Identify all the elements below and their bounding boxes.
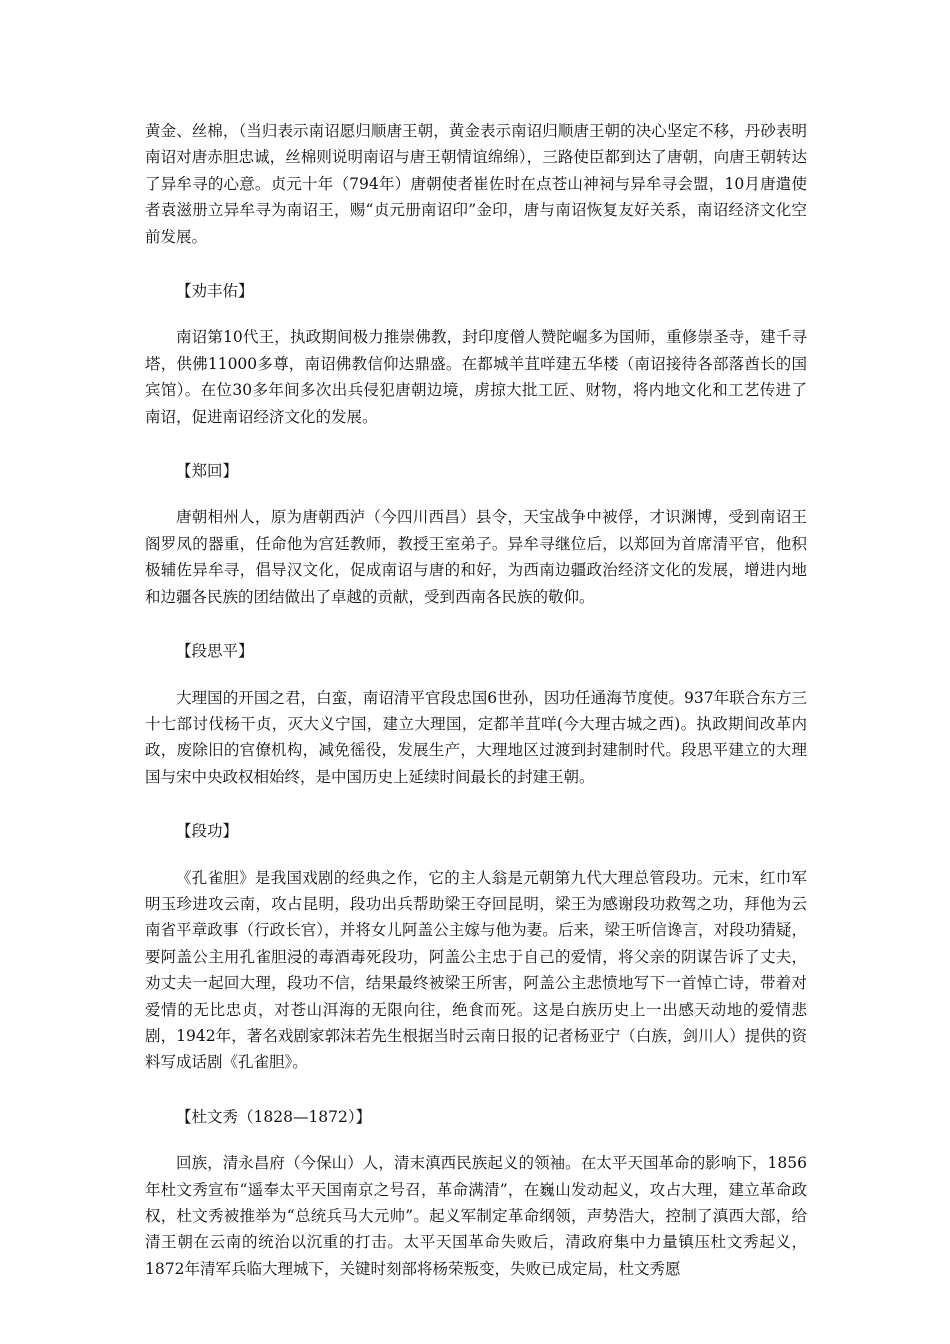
intro-paragraph: 黄金、丝棉，（当归表示南诏愿归顺唐王朝，黄金表示南诏归顺唐王朝的决心坚定不移，丹砂表明南诏对唐赤胆忠诚，丝棉则说明南诏与唐王朝情谊绵绵），三路使臣都到达了唐朝，向唐王朝转达了异牟寻的心意。贞元十年（794年）唐朝使者崔佐时在点苍山神祠与异牟寻会盟，10月唐遣使者袁滋册立异牟寻为南诏王，赐“贞元册南诏印”金印，唐与南诏恢复友好关系，南诏经济文化空前发展。 <box>145 122 807 246</box>
heading-zhenghui: 【郑回】 <box>176 462 239 481</box>
heading-duansiping: 【段思平】 <box>176 642 254 661</box>
paragraph-duwenxiu: 回族，清永昌府（今保山）人，清末滇西民族起义的领袖。在太平天国革命的影响下，1856年杜文秀宣布“遥奉太平天国南京之号召，革命满清”，在巍山发动起义，攻占大理，建立革命政权，杜文秀被推举为“总统兵马大元帅”。起义军制定革命纲领，声势浩大，控制了滇西大部，给清王朝在云南的统治以沉重的打击。太平天国革命失败后，清政府集中力量镇压杜文秀起义，1872年清军兵临大理城下，关键时刻部将杨荣叛变，失败已成定局，杜文秀愿 <box>145 1154 807 1278</box>
heading-duangong: 【段功】 <box>176 822 239 841</box>
paragraph-zhenghui: 唐朝相州人，原为唐朝西泸（今四川西昌）县令，天宝战争中被俘，才识渊博，受到南诏王阁罗凤的器重，任命他为宫廷教师，教授王室弟子。异牟寻继位后，以郑回为首席清平官，他积极辅佐异牟寻，倡导汉文化，促成南诏与唐的和好，为西南边疆政治经济文化的发展，增进内地和边疆各民族的团结做出了卓越的贡献，受到西南各民族的敬仰。 <box>145 508 807 606</box>
paragraph-duangong: 《孔雀胆》是我国戏剧的经典之作，它的主人翁是元朝第九代大理总管段功。元末，红巾军明玉珍进攻云南，攻占昆明，段功出兵帮助梁王夺回昆明，梁王为感谢段功救驾之功，拜他为云南省平章政事（行政长官），并将女儿阿盖公主嫁与他为妻。后来，梁王听信谗言，对段功猜疑，要阿盖公主用孔雀胆浸的毒酒毒死段功，阿盖公主忠于自己的爱情，将父亲的阴谋告诉了丈夫，劝丈夫一起回大理，段功不信，结果最终被梁王所害，阿盖公主悲愤地写下一首悼亡诗，带着对爱情的无比忠贞，对苍山洱海的无限向往，绝食而死。这是白族历史上一出感天动地的爱情悲剧，1942年，著名戏剧家郭沫若先生根据当时云南日报的记者杨亚宁（白族，剑川人）提供的资料写成话剧《孔雀胆》。 <box>145 868 807 1072</box>
paragraph-duansiping: 大理国的开国之君，白蛮，南诏清平官段忠国6世孙，因功任通海节度使。937年联合东方三十七部讨伐杨干贞，灭大义宁国，建立大理国，定都羊苴咩(今大理古城之西)。执政期间改革内政，废除旧的官僚机构，减免徭役，发展生产，大理地区过渡到封建制时代。段思平建立的大理国与宋中央政权相始终，是中国历史上延续时间最长的封建王朝。 <box>145 688 807 786</box>
heading-duwenxiu: 【杜文秀（1828—1872）】 <box>176 1107 372 1126</box>
heading-quanfengyou: 【劝丰佑】 <box>176 282 254 301</box>
paragraph-quanfengyou: 南诏第10代王，执政期间极力推崇佛教，封印度僧人赞陀崛多为国师，重修崇圣寺，建千寻塔，供佛11000多尊，南诏佛教信仰达鼎盛。在都城羊苴咩建五华楼（南诏接待各部落酋长的国宾馆）。在位30多年间多次出兵侵犯唐朝边境，虏掠大批工匠、财物，将内地文化和工艺传进了南诏，促进南诏经济文化的发展。 <box>145 328 807 426</box>
document-page <box>145 118 807 1282</box>
